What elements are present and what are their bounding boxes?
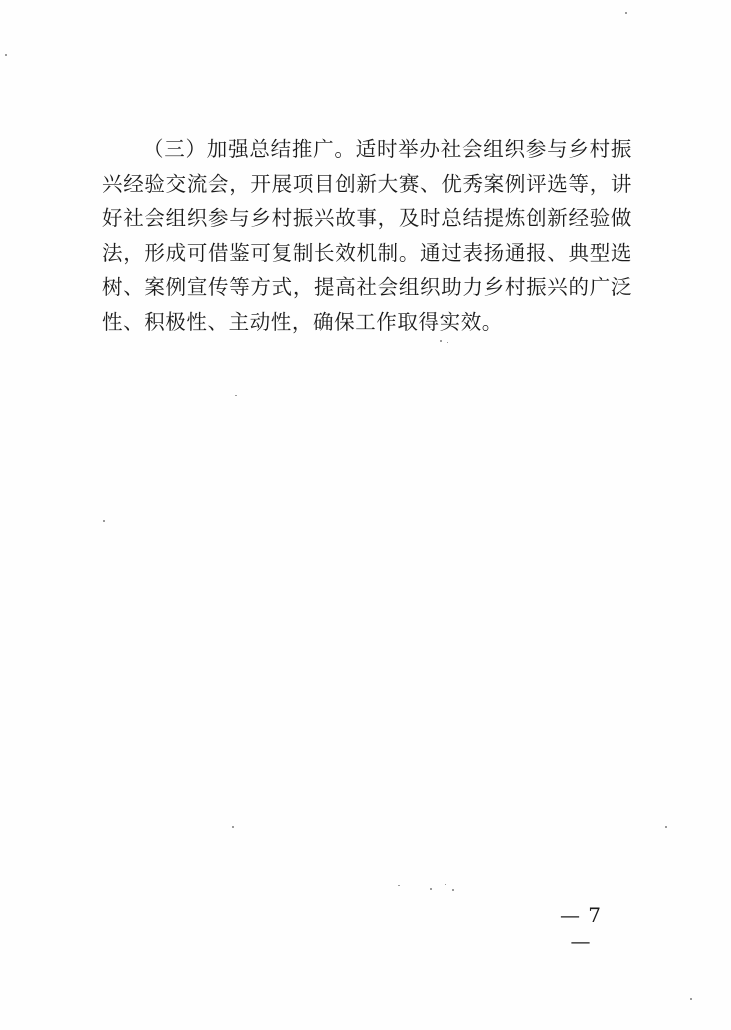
scan-speck: [398, 885, 400, 886]
scan-speck: [447, 342, 448, 343]
scan-speck: [665, 826, 667, 828]
scan-speck: [452, 889, 454, 891]
scan-speck: [430, 888, 432, 890]
scan-speck: [232, 826, 234, 828]
scan-speck: [445, 884, 446, 885]
scan-speck: [103, 520, 105, 522]
scan-speck: [440, 340, 442, 342]
body-paragraph: （三）加强总结推广。适时举办社会组织参与乡村振兴经验交流会，开展项目创新大赛、优秀案例评选等，讲好社会组织参与乡村振兴故事，及时总结提炼创新经验做法，形成可借鉴可复制长效机制。通过表扬通报、典型选树、案例宣传等方式，提高社会组织助力乡村振兴的广泛性、积极性、主动性，确保工作取得实效。: [102, 137, 632, 334]
scan-speck: [690, 998, 692, 1000]
scan-speck: [5, 54, 7, 56]
scan-speck: [235, 395, 237, 396]
scan-speck: [625, 12, 627, 14]
page-number: — 7 —: [559, 903, 603, 953]
